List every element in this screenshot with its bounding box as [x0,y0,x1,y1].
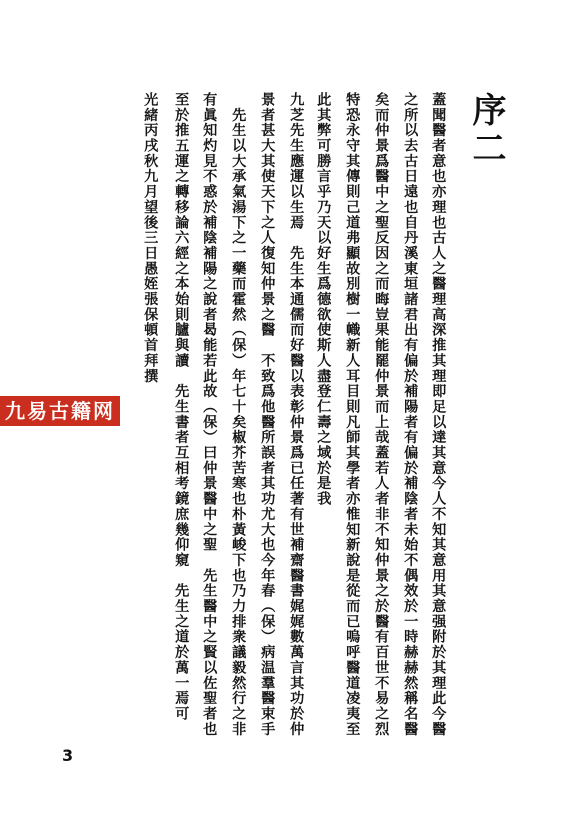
text-column-4: 特恐永守其傳則己道弗顯故別樹一幟新人耳目則凡師其學者亦惟知新說是從而已嗚呼醫道凌夷至 [344,92,361,737]
text-column-3: 矣而仲景爲醫中之聖反因之而晦豈果能罷仲景而上哉蓋若人者非不知仲景之於醫有百世不易之烈 [373,92,390,737]
signature-column: 光緒丙戌秋九月望後三日愚姪張保頓首拜撰 [142,92,159,384]
text-column-9: 有眞知灼見不惑於補陰補陽之說者曷能若此故（保）曰仲景醫中之聖 先生醫中之賢以佐聖者也 [201,92,218,737]
text-column-8: 先生以大承氣湯下之一藥而霍然（保）年七十矣椒芥苦寒也朴黃峻下也乃力排衆議毅然行之非 [230,92,247,737]
page-number: 3 [62,746,74,765]
text-column-2: 之所以去古日遠也自丹溪東垣諸君出有偏於補陽者有偏於補陰者未始不偶效於一時赫赫然稱名醫 [402,92,419,737]
watermark-badge: 九易古籍网 [0,396,120,426]
text-column-1: 蓋聞醫者意也亦理也古人之醫理高深推其理即足以達其意今人不知其意用其意强附於其理此今醫 [430,92,447,737]
text-column-5: 此其弊可勝言乎乃天以好生爲德欲使斯人盡登仁壽之域於是我 [315,92,332,507]
text-column-7: 景者甚大其使天下之人復知仲景之醫 不致爲他醫所誤者其功尤大也今年春（保）病温羣醫束手 [259,92,276,737]
text-column-6: 九芝先生應運以生焉 先生本通儒而好醫以表彰仲景爲已任著有世補齋醫書娓娓數萬言其功於仲 [288,92,305,737]
text-column-10: 至於推五運之轉移論六經之本始則臚與讀 先生書者互相考鏡庶幾仰窺 先生之道於萬一焉可 [173,92,190,722]
preface-title: 序二 [466,92,506,168]
